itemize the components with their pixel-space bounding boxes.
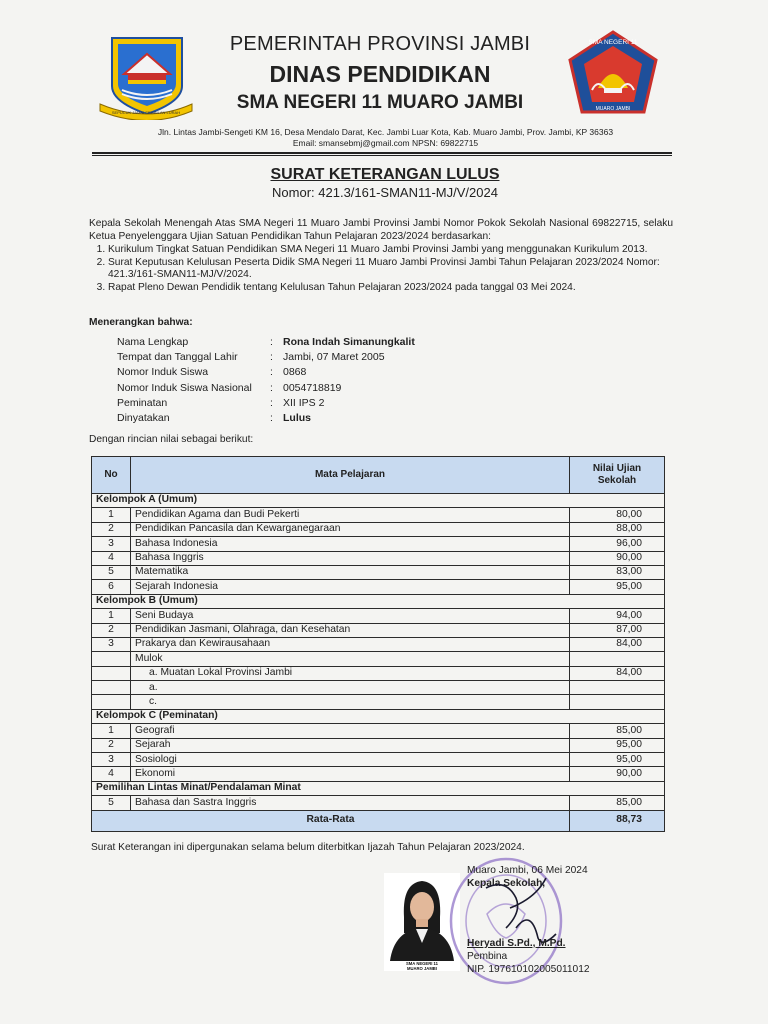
table-row [92, 767, 665, 781]
subject-score: 88,00 [570, 522, 665, 536]
identity-key: Nama Lengkap [117, 336, 189, 348]
identity-colon: : [270, 366, 273, 379]
row-number: 3 [92, 753, 131, 767]
row-number: 4 [92, 767, 131, 781]
signature-nip: NIP. 197610102005011012 [467, 964, 590, 975]
subject-name: Sejarah [131, 738, 570, 752]
identity-key: Nomor Induk Siswa Nasional [117, 381, 252, 394]
subject-score: 87,00 [570, 623, 665, 637]
row-number: 1 [92, 609, 131, 623]
identity-row [117, 411, 415, 426]
subject-score [570, 695, 665, 709]
identity-value: Rona Indah Simanungkalit [283, 336, 415, 348]
table-row [92, 666, 665, 680]
header-department: DINAS PENDIDIKAN [269, 61, 491, 87]
subject-score: 90,00 [570, 551, 665, 565]
school-contact: Email: smansebmj@gmail.com NPSN: 69822715 [292, 138, 479, 148]
subject-name: Geografi [131, 724, 570, 738]
subject-score [570, 652, 665, 666]
intro-paragraph: Kepala Sekolah Menengah Atas SMA Negeri 11 Muaro Jambi Provinsi Jambi Nomor Pokok Sekolah Nasional 69822715, selaku Ketua Penyelenggara Ujian Satuan Pendidikan Tahun Pelajaran 2023/2024 berdasarkan: [89, 218, 673, 242]
row-number: 5 [92, 565, 131, 579]
header-school: SMA NEGERI 11 MUARO JAMBI [236, 92, 524, 113]
signature-rank: Pembina [467, 951, 508, 962]
identity-key: Tempat dan Tanggal Lahir [117, 351, 238, 364]
table-row [92, 652, 665, 666]
subject-name: Bahasa Inggris [131, 551, 570, 565]
grades-table [91, 456, 665, 832]
basis-list [89, 244, 692, 294]
identity-row [117, 350, 415, 365]
document-number: Nomor: 421.3/161-SMAN11-MJ/V/2024 [272, 185, 498, 200]
jambi-province-logo [98, 34, 194, 120]
identity-value: 0054718819 [283, 381, 342, 394]
identity-value: 0868 [283, 366, 307, 379]
row-number: 6 [92, 580, 131, 594]
header-government: PEMERINTAH PROVINSI JAMBI [229, 33, 531, 55]
subject-name: Pendidikan Pancasila dan Kewarganegaraan [131, 522, 570, 536]
identity-colon: : [270, 336, 273, 348]
table-row [92, 724, 665, 738]
table-row [92, 637, 665, 651]
header-rule-thick [92, 152, 672, 154]
table-row [92, 695, 665, 709]
column-no: No [92, 457, 131, 494]
subject-name: Ekonomi [131, 767, 570, 781]
subject-score: 95,00 [570, 753, 665, 767]
closing-statement: Surat Keterangan ini dipergunakan selama belum diterbitkan Ijazah Tahun Pelajaran 2023/2024. [91, 842, 525, 853]
subject-name: Mulok [131, 652, 570, 666]
table-row [92, 738, 665, 752]
subject-name: a. Muatan Lokal Provinsi Jambi [131, 666, 570, 680]
group-label: Kelompok A (Umum) [92, 494, 665, 508]
photo-caption-2: MUARO JAMBI [406, 966, 438, 971]
subject-score: 85,00 [570, 796, 665, 810]
subject-name: Matematika [131, 565, 570, 579]
row-number: 1 [92, 724, 131, 738]
identity-colon: : [270, 396, 273, 409]
subject-score: 96,00 [570, 537, 665, 551]
row-number [92, 652, 131, 666]
subject-name: Sosiologi [131, 753, 570, 767]
identity-value: XII IPS 2 [283, 396, 325, 409]
row-number: 3 [92, 637, 131, 651]
group-row [92, 594, 665, 608]
row-number: 4 [92, 551, 131, 565]
signature-name: Heryadi S.Pd., M.Pd. [467, 938, 566, 949]
left-logo-banner: SEPUCUK JAMBI SEMBILAN LURAH [111, 110, 181, 115]
subject-name: Seni Budaya [131, 609, 570, 623]
subject-name: Bahasa dan Sastra Inggris [131, 796, 570, 810]
column-subject: Mata Pelajaran [131, 457, 570, 494]
identity-colon: : [270, 381, 273, 394]
grades-header-row [92, 457, 665, 494]
rincian-label: Dengan rincian nilai sebagai berikut: [89, 434, 254, 445]
identity-value: Lulus [283, 412, 311, 425]
subject-name: Bahasa Indonesia [131, 537, 570, 551]
subject-name: c. [131, 695, 570, 709]
subject-score [570, 681, 665, 695]
identity-row [117, 381, 415, 396]
group-label: Kelompok B (Umum) [92, 594, 665, 608]
table-row [92, 580, 665, 594]
subject-score: 85,00 [570, 724, 665, 738]
table-row [92, 508, 665, 522]
subject-name: Pendidikan Jasmani, Olahraga, dan Kesehatan [131, 623, 570, 637]
basis-item: 3. Rapat Pleno Dewan Pendidik tentang Kelulusan Tahun Pelajaran 2023/2024 pada tanggal 03 Mei 2024. [108, 282, 692, 295]
group-row [92, 781, 665, 795]
signature-role: Kepala Sekolah, [467, 878, 546, 889]
row-number: 5 [92, 796, 131, 810]
identity-value: Jambi, 07 Maret 2005 [283, 351, 385, 364]
school-logo [568, 30, 658, 116]
table-row [92, 796, 665, 810]
subject-name: Sejarah Indonesia [131, 580, 570, 594]
identity-row [117, 396, 415, 411]
photo-caption-1: SMA NEGERI 11 [406, 961, 438, 966]
table-row [92, 522, 665, 536]
column-score: Nilai Ujian Sekolah [570, 457, 665, 494]
table-row [92, 623, 665, 637]
group-label: Kelompok C (Peminatan) [92, 709, 665, 723]
subject-score: 84,00 [570, 666, 665, 680]
menerangkan-label: Menerangkan bahwa: [89, 317, 193, 328]
identity-key: Peminatan [117, 396, 168, 409]
table-row [92, 609, 665, 623]
subject-score: 80,00 [570, 508, 665, 522]
school-address: Jln. Lintas Jambi-Sengeti KM 16, Desa Mendalo Darat, Kec. Jambi Luar Kota, Kab. Muaro Jambi, Prov. Jambi, KP 36363 [157, 127, 614, 137]
identity-key: Dinyatakan [117, 412, 170, 425]
group-row [92, 494, 665, 508]
subject-score: 90,00 [570, 767, 665, 781]
row-number: 1 [92, 508, 131, 522]
table-row [92, 753, 665, 767]
document-title: SURAT KETERANGAN LULUS [270, 166, 500, 183]
group-label: Pemilihan Lintas Minat/Pendalaman Minat [92, 781, 665, 795]
basis-item: 1. Kurikulum Tingkat Satuan Pendidikan SMA Negeri 11 Muaro Jambi Provinsi Jambi yang menggunakan Kurikulum 2013. [108, 244, 692, 257]
table-row [92, 551, 665, 565]
subject-score: 95,00 [570, 738, 665, 752]
student-identity [117, 335, 415, 426]
identity-row [117, 365, 415, 380]
group-row [92, 709, 665, 723]
signature-place-date: Muaro Jambi, 06 Mei 2024 [467, 865, 588, 876]
row-number [92, 681, 131, 695]
row-number [92, 695, 131, 709]
identity-colon: : [270, 412, 273, 425]
row-number: 2 [92, 522, 131, 536]
subject-score: 84,00 [570, 637, 665, 651]
header-rule-thin [92, 155, 672, 156]
subject-name: Pendidikan Agama dan Budi Pekerti [131, 508, 570, 522]
subject-name: Prakarya dan Kewirausahaan [131, 637, 570, 651]
basis-item: 2. Surat Keputusan Kelulusan Peserta Didik SMA Negeri 11 Muaro Jambi Provinsi Jambi Tahun Pelajaran 2023/2024 Nomor: 421.3/161-SMAN11-MJ/V/2024. [108, 257, 692, 282]
subject-name: a. [131, 681, 570, 695]
subject-score: 94,00 [570, 609, 665, 623]
row-number: 2 [92, 738, 131, 752]
average-label: Rata-Rata [92, 810, 570, 831]
average-row [92, 810, 665, 831]
right-logo-top-text: SMA NEGERI 11 [588, 39, 638, 46]
identity-key: Nomor Induk Siswa [117, 366, 209, 379]
table-row [92, 681, 665, 695]
row-number [92, 666, 131, 680]
table-row [92, 565, 665, 579]
identity-row [117, 335, 415, 350]
average-value: 88,73 [570, 810, 665, 831]
subject-score: 95,00 [570, 580, 665, 594]
subject-score: 83,00 [570, 565, 665, 579]
table-row [92, 537, 665, 551]
identity-colon: : [270, 351, 273, 364]
row-number: 3 [92, 537, 131, 551]
right-logo-bottom-text: MUARO JAMBI [595, 106, 631, 112]
row-number: 2 [92, 623, 131, 637]
